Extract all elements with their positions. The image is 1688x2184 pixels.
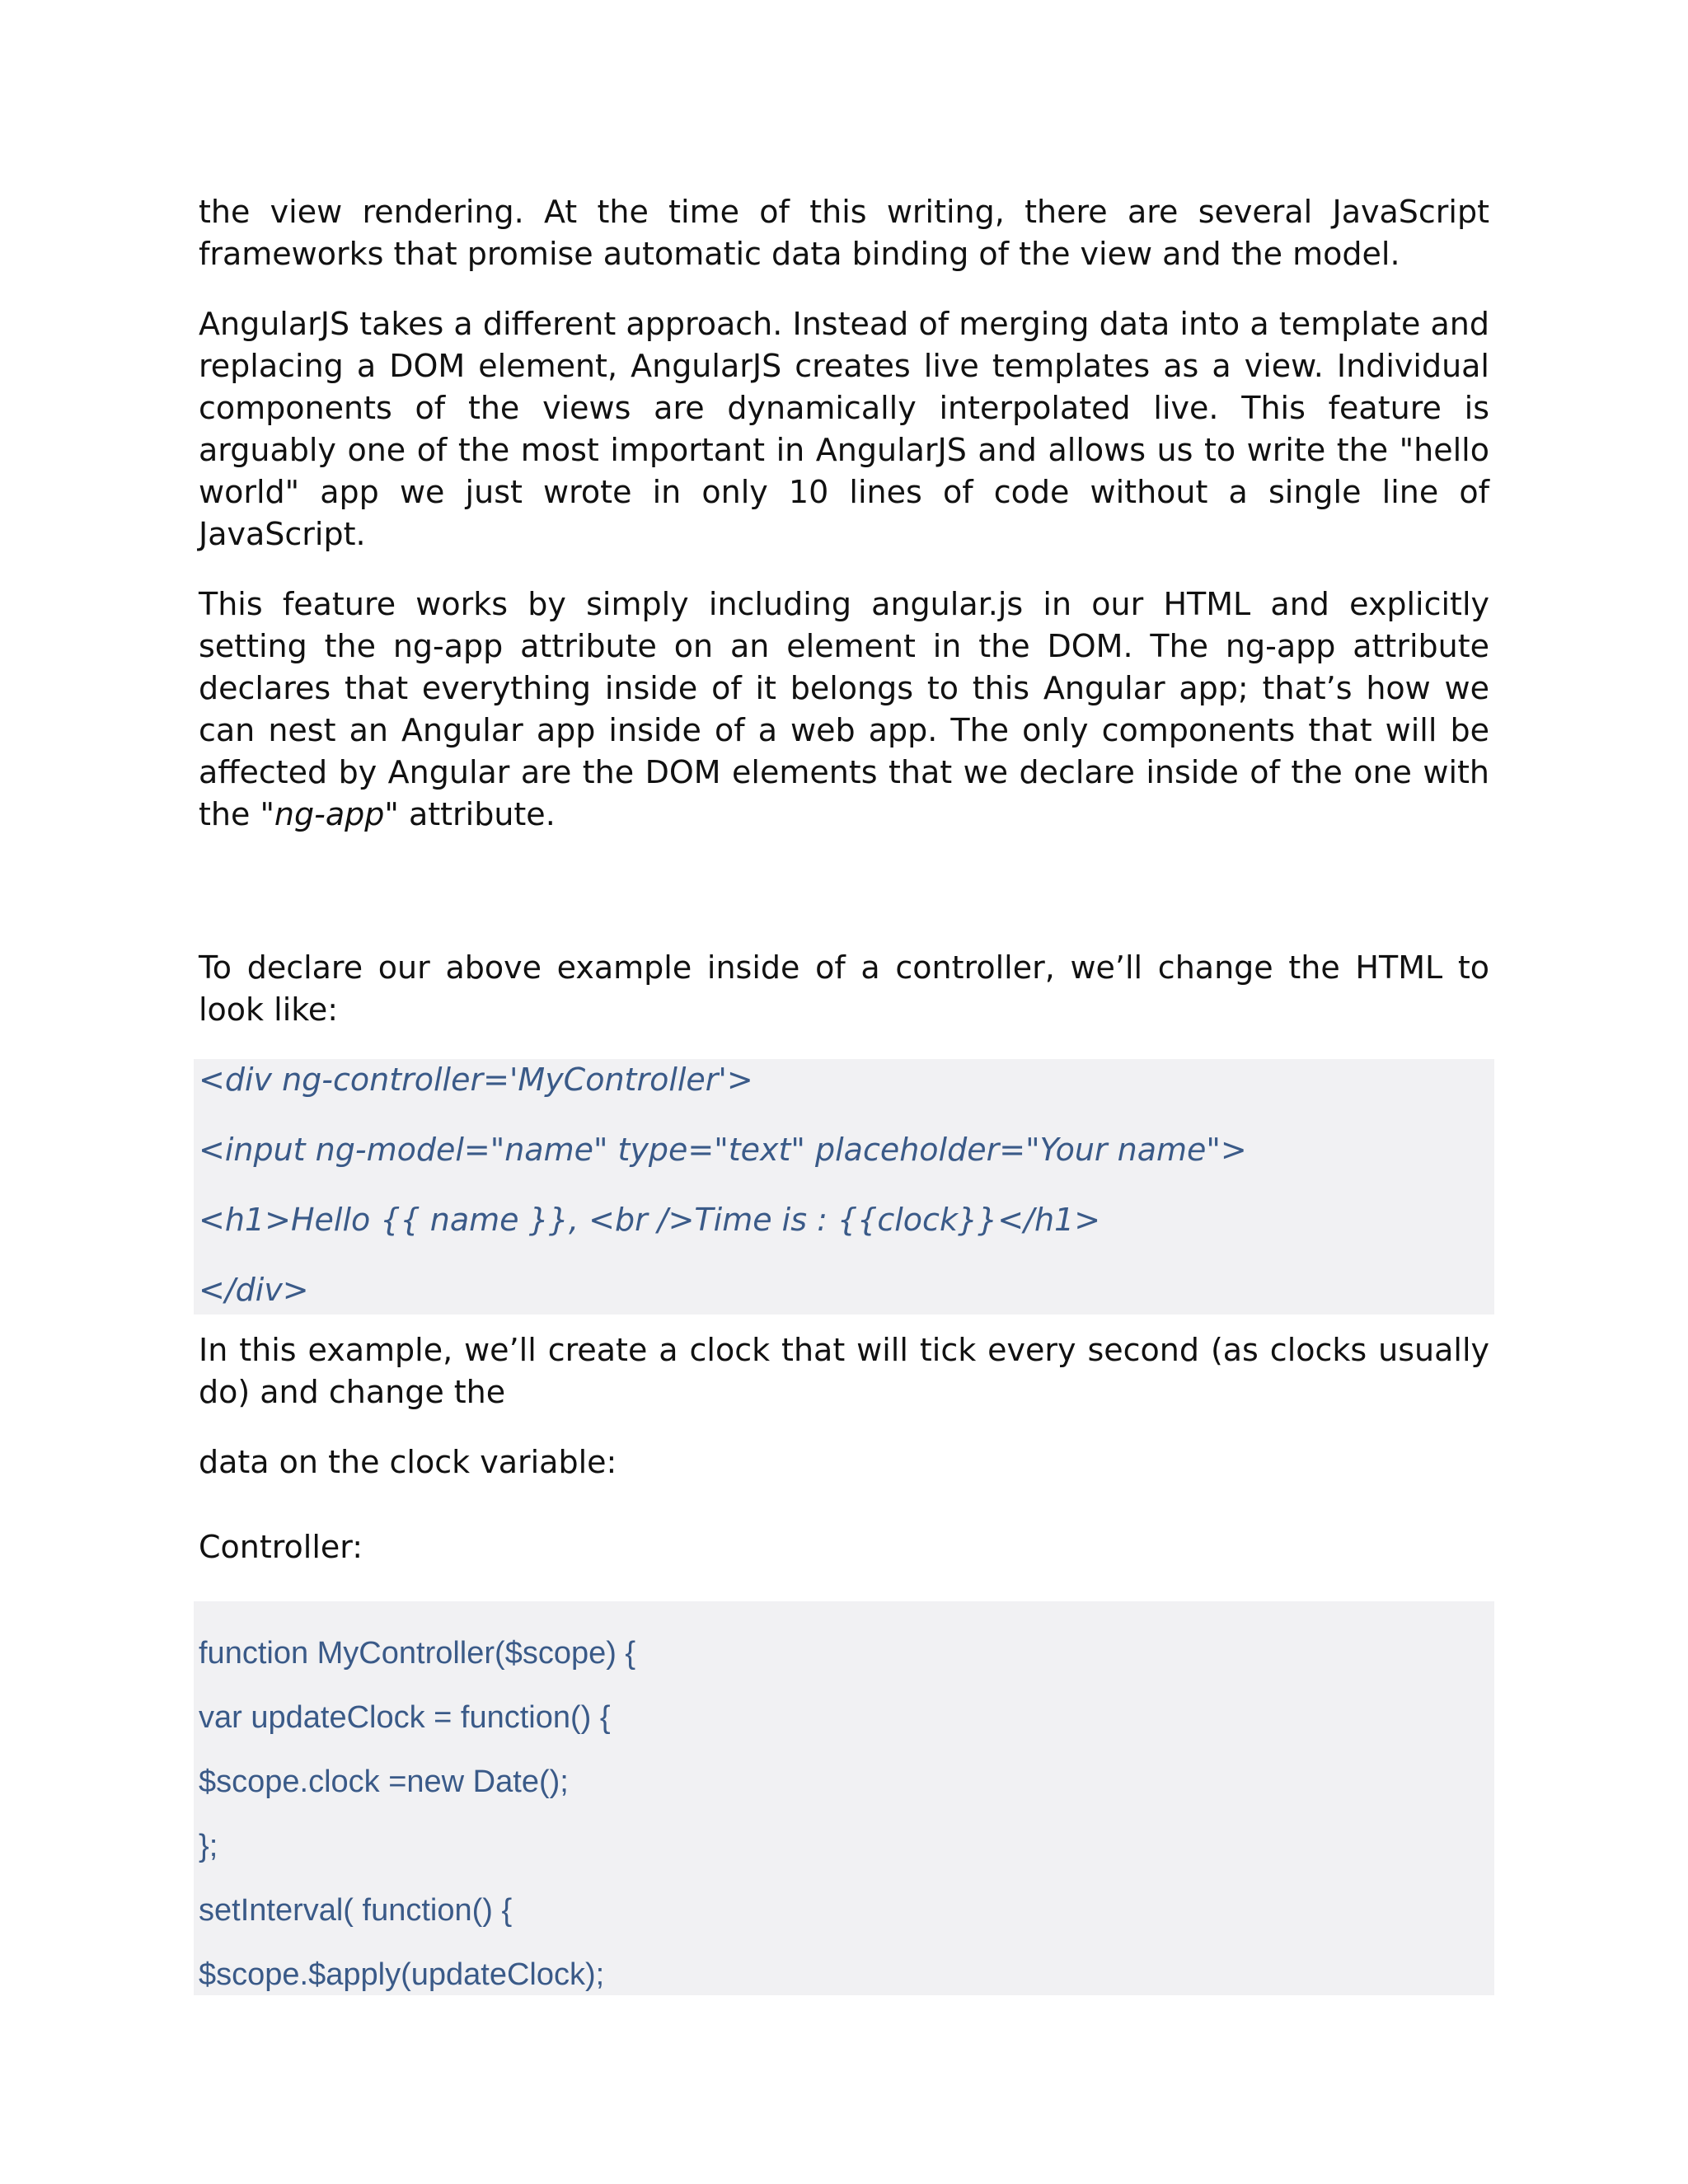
code-line: function MyController($scope) {	[199, 1636, 636, 1671]
paragraph-clock-variable: data on the clock variable:	[199, 1444, 617, 1480]
paragraph-angularjs-approach: AngularJS takes a different approach. Instead of merging data into a template and replacing a DOM element, AngularJS creates live templates as a view. Individual components of the views are dynamically interpolated live. This feature is arguably one of the most important in AngularJS and allows us to write the "hello world" app we just wrote in only 10 lines of code without a single line of JavaScript.	[199, 306, 1489, 552]
section-spacer	[199, 864, 1489, 947]
ng-app-text-start: This feature works by simply including angular.js in our HTML and explicitly setting the ng-app attribute on an element in the DOM. The ng-app attribute declares that everything inside of it belongs to this Angular app; that’s how we can nest an Angular app inside of a web app. The only components that will be affected by Angular are the DOM elements that we declare inside of the one with the	[199, 586, 1489, 832]
js-code-block	[194, 1601, 1494, 1995]
ng-app-text-end: attribute.	[398, 796, 556, 832]
code-line: var updateClock = function() {	[199, 1700, 611, 1735]
paragraph-declare-controller: To declare our above example inside of a controller, we’ll change the HTML to look like:	[199, 949, 1489, 1028]
paragraph-ng-app	[199, 583, 1489, 836]
ng-app-italic: "ng-app"	[260, 796, 399, 832]
page-content	[199, 191, 1489, 1995]
paragraph-clock-example: In this example, we’ll create a clock that will tick every second (as clocks usually do) and change the	[199, 1332, 1489, 1410]
code-line: setInterval( function() {	[199, 1893, 513, 1928]
html-code-block	[194, 1059, 1494, 1315]
code-line: </div>	[199, 1272, 309, 1308]
code-line: <input ng-model="name" type="text" placeholder="Your name">	[199, 1132, 1247, 1168]
code-line: <div ng-controller='MyController'>	[199, 1062, 753, 1098]
code-line: <h1>Hello {{ name }}, <br />Time is : {{clock}}</h1>	[199, 1202, 1101, 1238]
code-line: };	[199, 1829, 218, 1863]
controller-heading: Controller:	[199, 1529, 363, 1565]
code-line: $scope.$apply(updateClock);	[199, 1957, 605, 1992]
code-line: $scope.clock =new Date();	[199, 1765, 569, 1799]
paragraph-view-rendering: the view rendering. At the time of this writing, there are several JavaScript frameworks that promise automatic data binding of the view and the model.	[199, 194, 1489, 272]
